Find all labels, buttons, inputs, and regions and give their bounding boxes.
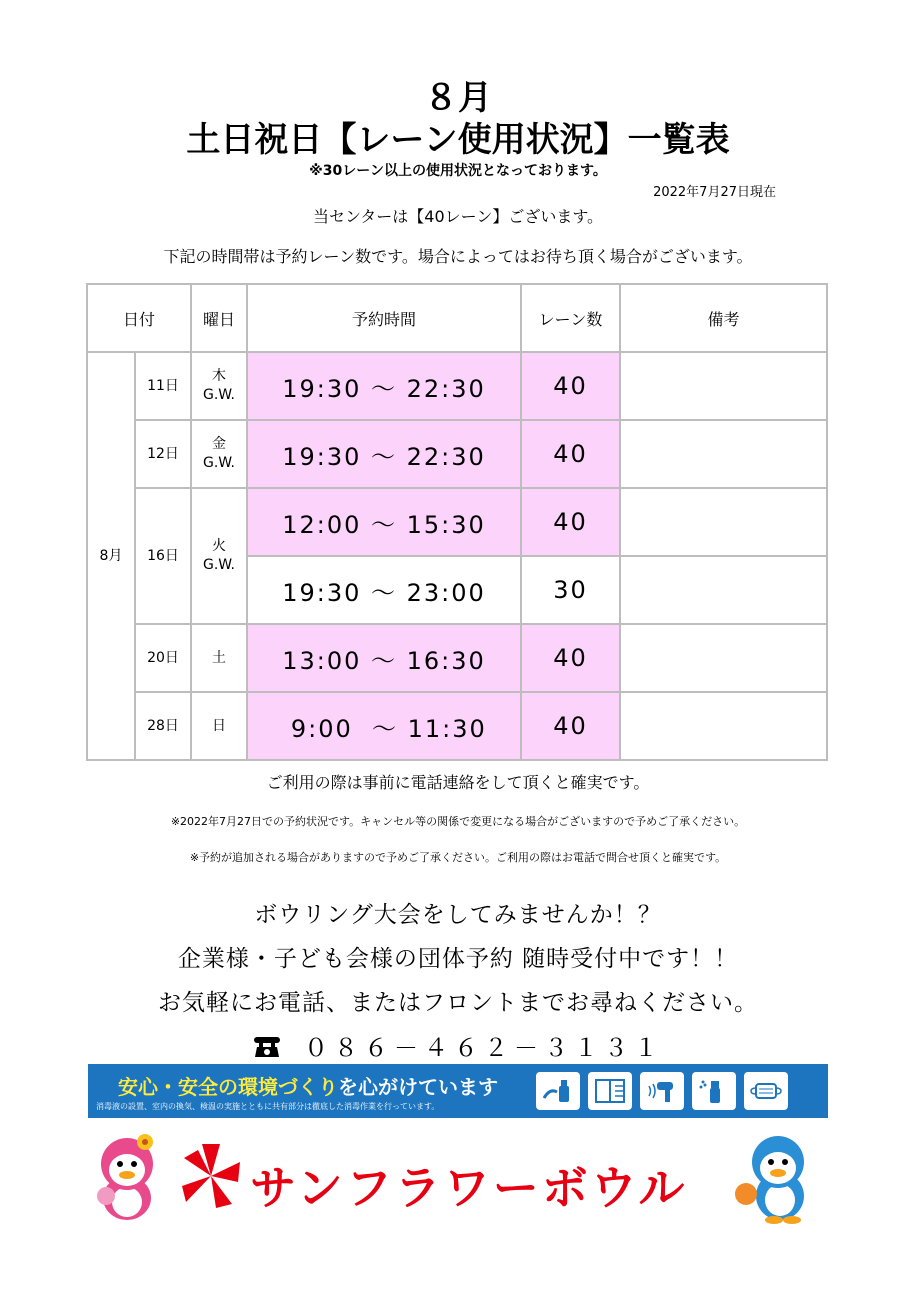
phone-line — [0, 1028, 916, 1063]
safety-banner — [88, 1064, 828, 1118]
spray-icon — [692, 1072, 736, 1110]
day-cell: 12日 — [135, 420, 191, 488]
time-cell: 19:30 ～ 22:30 — [247, 420, 521, 488]
note-cell — [620, 352, 827, 420]
time-cell: 19:30 ～ 22:30 — [247, 352, 521, 420]
contact-note: ご利用の際は事前に電話連絡をして頂くと確実です。 — [266, 773, 650, 792]
subtitle-note: ※30レーン以上の使用状況となっております。 — [309, 163, 607, 179]
mascot-boy-penguin — [730, 1130, 820, 1229]
page-title: 土日祝日【レーン使用状況】一覧表 — [186, 120, 730, 160]
weekday-cell: 木 G.W. — [191, 352, 247, 420]
header-lanes: レーン数 — [521, 284, 620, 352]
day-cell: 11日 — [135, 352, 191, 420]
lane-schedule-table — [86, 283, 828, 761]
weekday-cell: 土 — [191, 624, 247, 692]
footnote-additions: ※予約が追加される場合がありますので予めご了承ください。ご利用の際はお電話で問合せ頂くと確実です。 — [189, 851, 727, 864]
sunflower-bowl-logo: サンフラワーボウル — [250, 1161, 688, 1215]
table-row — [87, 488, 827, 556]
table-row — [87, 352, 827, 420]
note-cell — [620, 556, 827, 624]
lanes-cell: 30 — [521, 556, 620, 624]
phone-number[interactable]: ０８６－４６２－３１３１ — [304, 1034, 664, 1062]
note-cell — [620, 692, 827, 760]
header-weekday: 曜日 — [191, 284, 247, 352]
window-ventilation-icon — [588, 1072, 632, 1110]
promo-line-2: 企業様・子ども会様の団体予約 随時受付中です！！ — [177, 946, 739, 972]
sunflower-logo-icon — [180, 1142, 242, 1216]
promo-line-1: ボウリング大会をしてみませんか！？ — [254, 902, 662, 928]
note-cell — [620, 488, 827, 556]
table-row — [87, 624, 827, 692]
header-time: 予約時間 — [247, 284, 521, 352]
time-cell: 9:00 ～ 11:30 — [247, 692, 521, 760]
month-cell: 8月 — [87, 352, 135, 760]
weekday-cell: 日 — [191, 692, 247, 760]
time-cell: 19:30 ～ 23:00 — [247, 556, 521, 624]
mask-icon — [744, 1072, 788, 1110]
day-cell: 28日 — [135, 692, 191, 760]
day-cell: 20日 — [135, 624, 191, 692]
page-month: ８月 — [424, 78, 492, 118]
hand-sanitizer-icon — [536, 1072, 580, 1110]
table-row — [87, 420, 827, 488]
lanes-cell: 40 — [521, 624, 620, 692]
lanes-cell: 40 — [521, 692, 620, 760]
telephone-icon — [252, 1034, 282, 1062]
times-info: 下記の時間帯は予約レーン数です。場合によってはお待ち頂く場合がございます。 — [163, 247, 753, 266]
promo-line-3: お気軽にお電話、またはフロントまでお尋ねください。 — [158, 990, 758, 1016]
header-date: 日付 — [87, 284, 191, 352]
weekday-cell: 火 G.W. — [191, 488, 247, 624]
lanes-info: 当センターは【40レーン】ございます。 — [312, 207, 604, 226]
time-cell: 12:00 ～ 15:30 — [247, 488, 521, 556]
table-header-row — [87, 284, 827, 352]
day-cell: 16日 — [135, 488, 191, 624]
lanes-cell: 40 — [521, 352, 620, 420]
lanes-cell: 40 — [521, 420, 620, 488]
thermometer-icon — [640, 1072, 684, 1110]
mascot-girl-penguin — [92, 1130, 162, 1229]
banner-subtext: 消毒液の設置、室内の換気、検温の実施とともに共有部分は徹底した消毒作業を行っています。 — [96, 1102, 440, 1111]
weekday-cell: 金 G.W. — [191, 420, 247, 488]
as-of-date: 2022年7月27日現在 — [653, 185, 776, 200]
time-cell: 13:00 ～ 16:30 — [247, 624, 521, 692]
banner-title: 安心・安全の環境づくりを心がけています — [118, 1075, 498, 1099]
note-cell — [620, 420, 827, 488]
footnote-reservation-status: ※2022年7月27日での予約状況です。キャンセル等の関係で変更になる場合がございますので予めご了承ください。 — [170, 815, 746, 828]
note-cell — [620, 624, 827, 692]
lanes-cell: 40 — [521, 488, 620, 556]
header-notes: 備考 — [620, 284, 827, 352]
table-row — [87, 692, 827, 760]
